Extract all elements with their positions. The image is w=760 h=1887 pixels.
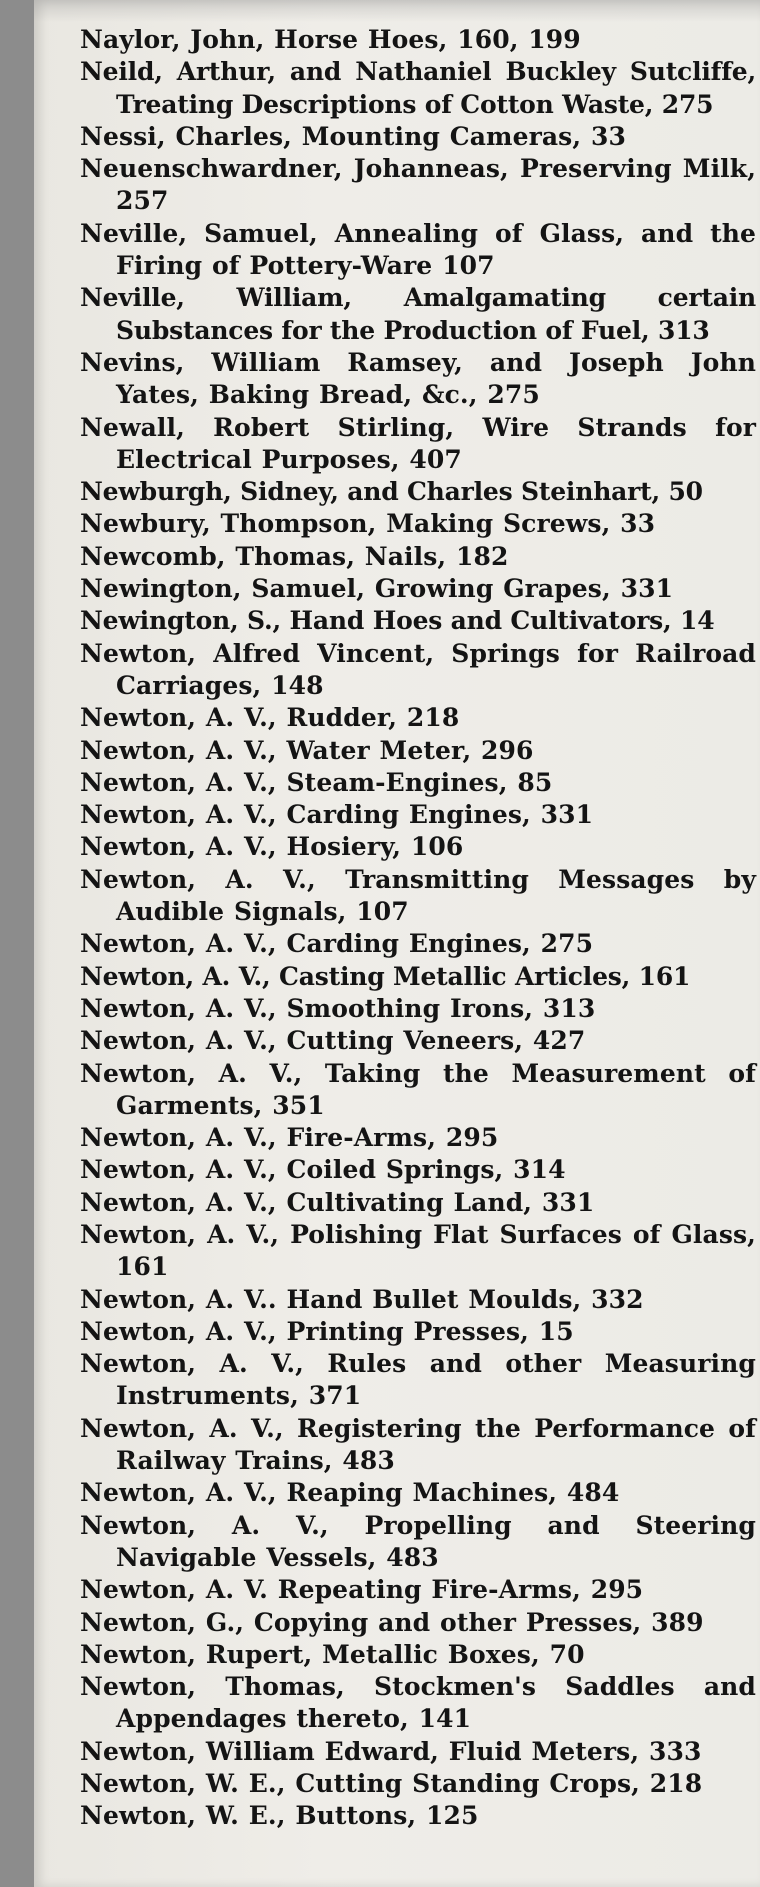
index-entry: Newton, G., Copying and other Presses, 389 [80, 1607, 704, 1637]
index-entry: Naylor, John, Horse Hoes, 160, 199 [80, 25, 581, 54]
index-entry: Newton, A. V., Rudder, 218 [80, 703, 460, 733]
index-entry: Newton, A. V., Taking the Measurement of Garments, 351 [80, 1058, 756, 1120]
index-entry: Newton, A. V., Reaping Machines, 484 [80, 1478, 620, 1508]
index-entry: Newton, A. V. Repeating Fire-Arms, 295 [80, 1575, 644, 1605]
index-entry: Newington, S., Hand Hoes and Cultivators, 14 [80, 606, 715, 636]
index-entry: Newburgh, Sidney, and Charles Steinhart, 50 [80, 477, 703, 507]
index-entry: Neville, William, Amalgamating certain Substances for the Production of Fuel, 313 [80, 283, 756, 345]
page-top-shadow [34, 0, 760, 22]
index-entry: Nevins, William Ramsey, and Joseph John Yates, Baking Bread, &c., 275 [80, 347, 756, 410]
index-entry: Neville, Samuel, Annealing of Glass, and the Firing of Pottery-Ware 107 [80, 218, 756, 281]
index-entry: Newton, Thomas, Stockmen's Saddles and Appendages thereto, 141 [80, 1672, 756, 1734]
index-entry: Newton, A. V., Water Meter, 296 [80, 735, 534, 765]
index-entry: Nessi, Charles, Mounting Cameras, 33 [80, 121, 626, 151]
index-entry: Newton, A. V., Transmitting Messages by Audible Signals, 107 [80, 864, 756, 927]
index-entry: Newton, A. V., Carding Engines, 275 [80, 929, 594, 959]
index-entry: Newington, Samuel, Growing Grapes, 331 [80, 574, 674, 604]
index-entry: Newton, A. V., Smoothing Irons, 313 [80, 993, 596, 1023]
index-entry: Newton, A. V., Polishing Flat Surfaces of Glass, 161 [80, 1219, 756, 1282]
index-entry: Newton, A. V., Registering the Performance of Railway Trains, 483 [80, 1413, 756, 1476]
index-entry: Newton, Alfred Vincent, Springs for Railroad Carriages, 148 [80, 638, 756, 700]
index-page [34, 0, 760, 1887]
index-entry: Newton, A. V., Steam-Engines, 85 [80, 767, 553, 797]
index-entry: Newcomb, Thomas, Nails, 182 [80, 541, 509, 571]
index-entry: Newton, W. E., Buttons, 125 [80, 1801, 479, 1831]
index-entry: Newton, A. V., Printing Presses, 15 [80, 1316, 574, 1346]
index-entry: Newton, A. V., Fire-Arms, 295 [80, 1123, 499, 1153]
index-entry: Newton, A. V., Carding Engines, 331 [80, 800, 594, 830]
index-entry: Newton, A. V., Cultivating Land, 331 [80, 1187, 595, 1217]
index-entry: Newton, A. V., Propelling and Steering Navigable Vessels, 483 [80, 1510, 756, 1572]
index-entry: Newton, A. V., Casting Metallic Articles, 161 [80, 961, 691, 991]
index-entry: Neild, Arthur, and Nathaniel Buckley Sutcliffe, Treating Descriptions of Cotton Waste, 275 [80, 57, 756, 119]
index-entry: Newton, William Edward, Fluid Meters, 333 [80, 1736, 702, 1766]
index-entry: Newton, A. V., Coiled Springs, 314 [80, 1155, 566, 1185]
index-entry: Newton, Rupert, Metallic Boxes, 70 [80, 1639, 585, 1669]
index-entry: Newton, A. V., Cutting Veneers, 427 [80, 1026, 586, 1056]
index-entry: Newton, A. V., Hosiery, 106 [80, 832, 464, 862]
index-entry: Newall, Robert Stirling, Wire Strands for Electrical Purposes, 407 [80, 412, 756, 474]
index-entry: Newton, W. E., Cutting Standing Crops, 218 [80, 1769, 703, 1799]
index-entry: Newton, A. V., Rules and other Measuring Instruments, 371 [80, 1349, 756, 1411]
index-entry: Newbury, Thompson, Making Screws, 33 [80, 509, 656, 539]
patentee-index-list [80, 24, 756, 1833]
index-entry: Newton, A. V.. Hand Bullet Moulds, 332 [80, 1284, 644, 1314]
index-entry: Neuenschwardner, Johanneas, Preserving Milk, 257 [80, 154, 756, 216]
